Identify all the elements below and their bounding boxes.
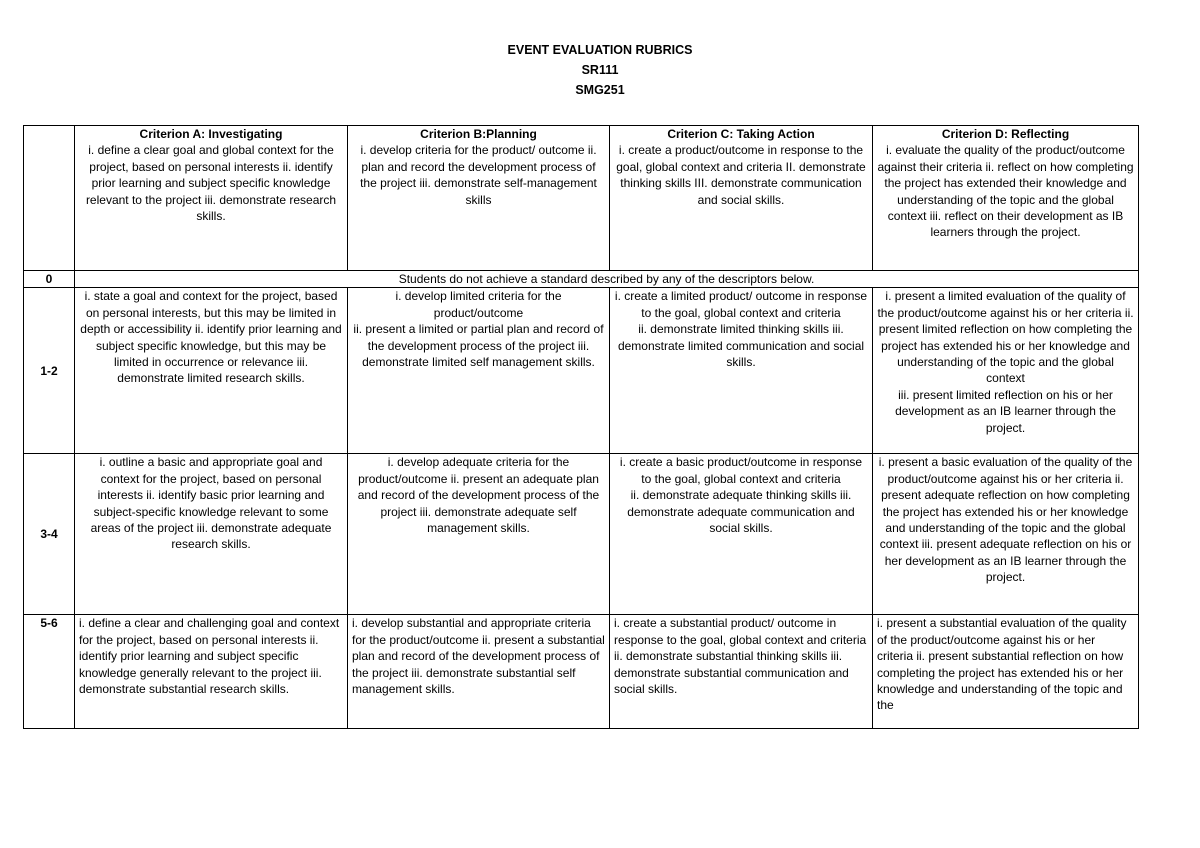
level-5-6-label: 5-6 [24, 615, 75, 729]
criterion-b-title: Criterion B:Planning [420, 127, 537, 141]
criterion-b-description: i. develop criteria for the product/ outcome ii. plan and record the development process of the project iii. demonstrate self-management skills [360, 143, 597, 207]
level-1-2-criterion-a: i. state a goal and context for the project, based on personal interests, but this may be limited in depth or accessibility ii. identify prior learning and subject specific knowledge, but this may be limited in occurrence or relevance iii. demonstrate limited research skills. [75, 288, 348, 454]
document-title: EVENT EVALUATION RUBRICS [507, 43, 693, 57]
level-1-2-criterion-d: i. present a limited evaluation of the quality of the product/outcome against his or her criteria ii. present limited reflection on how completing the project has extended his or her knowledge and understanding of the topic and the global context iii. present limited reflection on his or her development as an IB learner through the project. [873, 288, 1139, 454]
criterion-d-cell [873, 126, 1139, 271]
level-0-row [24, 271, 1139, 288]
level-5-6-criterion-c: i. create a substantial product/ outcome in response to the goal, global context and criteria ii. demonstrate substantial thinking skills iii. demonstrate substantial communication and social skills. [610, 615, 873, 729]
criteria-header-row [24, 126, 1139, 271]
level-5-6-criterion-b: i. develop substantial and appropriate criteria for the product/outcome ii. present a substantial plan and record of the development process of the project iii. demonstrate substantial self management skills. [348, 615, 610, 729]
criterion-a-title: Criterion A: Investigating [139, 127, 283, 141]
level-0-description: Students do not achieve a standard described by any of the descriptors below. [75, 271, 1139, 288]
level-3-4-criterion-c: i. create a basic product/outcome in response to the goal, global context and criteria ii. demonstrate adequate thinking skills iii. demonstrate adequate communication and social skills. [610, 454, 873, 615]
criterion-d-title: Criterion D: Reflecting [941, 127, 1070, 141]
criterion-c-cell [610, 126, 873, 271]
rubric-table [23, 125, 1139, 729]
level-1-2-criterion-c: i. create a limited product/ outcome in response to the goal, global context and criteria ii. demonstrate limited thinking skills iii. demonstrate limited communication and social skills. [610, 288, 873, 454]
level-1-2-label: 1-2 [24, 288, 75, 454]
document-code-1: SR111 [581, 63, 619, 77]
level-3-4-criterion-d: i. present a basic evaluation of the quality of the product/outcome against his or her criteria ii. present adequate reflection on how completing the project has extended his or her knowledge and understanding of the topic and the global context iii. present adequate reflection on his or her development as an IB learner through the project. [873, 454, 1139, 615]
criterion-c-description: i. create a product/outcome in response to the goal, global context and criteria II. demonstrate thinking skills III. demonstrate communication and social skills. [616, 143, 866, 207]
level-3-4-criterion-b: i. develop adequate criteria for the product/outcome ii. present an adequate plan and record of the development process of the project iii. demonstrate adequate self management skills. [348, 454, 610, 615]
document-code-2: SMG251 [575, 83, 625, 97]
criterion-a-description: i. define a clear goal and global context for the project, based on personal interests ii. identify prior learning and subject specific knowledge relevant to the project iii. demonstrate research skills. [85, 143, 337, 224]
level-5-6-criterion-a: i. define a clear and challenging goal and context for the project, based on personal interests ii. identify prior learning and subject specific knowledge generally relevant to the project iii. demonstrate substantial research skills. [75, 615, 348, 729]
level-3-4-row [24, 454, 1139, 615]
level-3-4-criterion-a: i. outline a basic and appropriate goal and context for the project, based on personal interests ii. identify basic prior learning and subject-specific knowledge relevant to some areas of the project iii. demonstrate adequate research skills. [75, 454, 348, 615]
document-header [0, 40, 1200, 100]
level-1-2-criterion-b: i. develop limited criteria for the product/outcome ii. present a limited or partial plan and record of the development process of the project iii. demonstrate limited self management skills. [348, 288, 610, 454]
level-3-4-label: 3-4 [24, 454, 75, 615]
criterion-b-cell [348, 126, 610, 271]
criterion-a-cell [75, 126, 348, 271]
level-1-2-row [24, 288, 1139, 454]
criterion-c-title: Criterion C: Taking Action [667, 127, 815, 141]
level-0-label: 0 [24, 271, 75, 288]
level-header-cell [24, 126, 75, 271]
level-5-6-row [24, 615, 1139, 729]
level-5-6-criterion-d: i. present a substantial evaluation of the quality of the product/outcome against his or her criteria ii. present substantial reflection on how completing the project has extended his or her knowledge and understanding of the topic and the [873, 615, 1139, 729]
criterion-d-description: i. evaluate the quality of the product/outcome against their criteria ii. reflect on how completing the project has extended their knowledge and understanding of the topic and the global context iii. reflect on their development as IB learners through the project. [877, 143, 1134, 240]
